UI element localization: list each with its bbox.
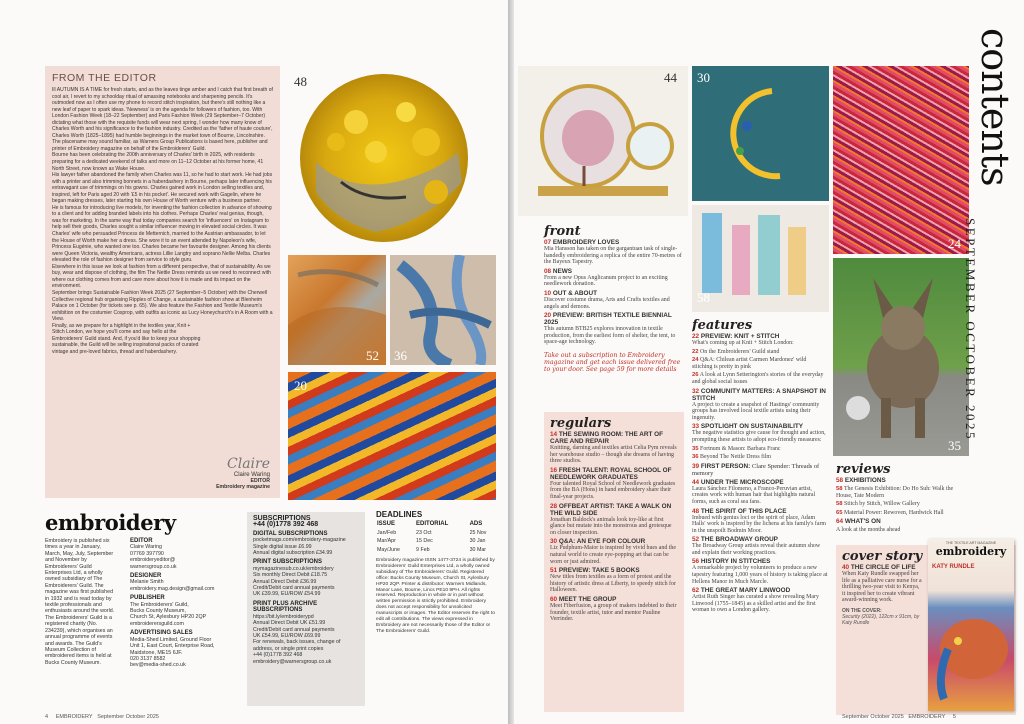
entry-desc: A look at the months ahead: [836, 527, 901, 534]
subs-line: Annual digital subscription £34.99: [253, 550, 333, 557]
entry-title: SPOTLIGHT ON SUSTAINABILITY: [700, 423, 804, 431]
entry-page-number: 65: [836, 509, 843, 516]
table-cell: 9 Feb: [416, 546, 430, 553]
contents-title-block: [963, 28, 1017, 442]
page-footer: [842, 714, 956, 720]
entry-title: NEWS: [552, 267, 573, 275]
on-cover-text: Security (2022), 122cm x 91cm, by Katy Rundle: [842, 613, 920, 626]
contents-entry[interactable]: [692, 446, 828, 453]
staff-list: [130, 538, 242, 672]
page-number: 5: [952, 714, 956, 720]
features-section: [692, 318, 828, 714]
entry-desc: When Katy Rundle swapped her life as a palliative care nurse for a thrilling two-year visit to Kenya, it inspired her to create vibrant award-winning work.: [842, 571, 922, 604]
entry-page-number: 51: [550, 567, 558, 575]
table-cell: Mar/Apr: [377, 538, 396, 545]
subs-line: Credit/Debit card annual payments: [253, 626, 335, 633]
contents-entry[interactable]: [544, 290, 684, 310]
entry-page-number: 52: [692, 536, 700, 544]
page-ref-number: 58: [697, 290, 710, 305]
subscriptions-phone: +44 (0)1778 392 468: [253, 521, 319, 529]
staff-line: Claire Waring: [130, 544, 162, 551]
entry-desc: A remarkable project by volunteers to produce a new tapestry featuring 1,000 years of history is taking place at Hellens Manor in Much Marcle.: [692, 565, 828, 585]
subs-line: For renewals, back issues, change of: [253, 639, 341, 646]
contents-entry[interactable]: [692, 536, 828, 556]
entry-desc: Four talented Royal School of Needlework graduates from the BA (Hons) in hand embroidery share their final-year projects.: [550, 480, 676, 500]
editor-paragraph: Ill AUTUMN IS A TIME for fresh starts, and as the leaves tinge amber and I catch that first breath of cool air, I revert to my schoolday ritual of amassing notebooks and sharpening pencils. It's outmoded now as I often use my phone to record stitch inspiration, but there's still nothing like a new leaf of paper to spark ideas. 'Newness' is on the agenda for followers of fashion, too. With London Fashion Week (18–22 September) and Paris Fashion Week (29 September–7 October) dictating what those with the requisite funds will wear next spring, I wonder how many know of Charles Worth and his significance to the fashion industry. Credited as the 'father of haute couture', Charles Worth (1825–1895) had humble beginnings in the market town of Bourne, Lincolnshire. The placename may sound familiar, as Warners Group Publications is based here, publisher and printer of Embroidery magazine on behalf of the Embroiderers' Guild.: [52, 87, 273, 152]
editor-paragraph: September brings Sustainable Fashion Week 2025 (27 September–5 October) with the Cherwell Collective regional hub organising Ripples of Change, a sustainable fashion show at Blenheim Palace on 1 October (for tickets see p. 65). We also feature the Fashion and Textile Museum's exhibition on the costumier Cosprop, with outfits as iconic as Lucy Honeychurch's in A Room with a View.: [52, 289, 273, 323]
entry-page-number: 36: [692, 454, 699, 461]
entry-page-number: 60: [550, 595, 558, 603]
mini-cover-name: KATY RUNDLE: [932, 564, 975, 570]
subs-line: Credit/Debit card annual payments: [253, 585, 335, 592]
table-row: [376, 546, 498, 554]
table-header-cell: EDITORIAL: [416, 521, 449, 528]
entry-desc: Jonathan Baldock's animals look toy-like at first glance but mutate into the monstrous and grotesque on closer inspection.: [550, 516, 672, 536]
pink-threads-image: [833, 66, 969, 254]
signature-script: Claire: [227, 456, 270, 472]
entry-desc: Artist Ruth Singer has curated a show revealing Mary Linwood (1755–1845) as a skilled artist and the first woman to own a London gallery.: [692, 594, 819, 614]
staff-line: Church St, Aylesbury HP20 2QP: [130, 614, 207, 621]
staff-heading: ADVERTISING SALES: [130, 630, 193, 637]
entry-page-number: 33: [692, 423, 700, 431]
subs-heading: DIGITAL SUBSCRIPTIONS: [253, 530, 328, 537]
subs-block: [253, 559, 359, 597]
contents-entry[interactable]: [544, 268, 684, 288]
front-heading: front: [544, 224, 581, 239]
review-entry[interactable]: [836, 486, 966, 499]
contents-entry[interactable]: [550, 467, 678, 501]
staff-line: embroideryeditor@: [130, 557, 176, 564]
subscriptions-title: SUBSCRIPTIONS: [253, 515, 311, 522]
entry-page-number: 07: [544, 239, 552, 246]
entry-desc: New titles from textiles as a form of protest and the history of artistic dress at Liberty, to speedy stitch for Halloween.: [550, 574, 676, 594]
table-cell: 30 Jan: [469, 538, 486, 545]
staff-line: embroiderersguild.com: [130, 620, 184, 627]
table-row: [376, 537, 498, 545]
entry-desc: A project to create a snapshot of Hastings' community groups has involved local textile artists using their ingenuity.: [692, 401, 820, 421]
entry-desc: The Broadway Group artists reveal their autumn show and explain their working practices.: [692, 543, 821, 556]
contents-entry[interactable]: [692, 479, 828, 506]
table-header-row: [376, 520, 498, 528]
entry-desc: Material Power: Rewoven, Hardwick Hall: [844, 509, 944, 516]
entry-desc: The negative statistics give cause for thought and action, prompting these artists to adopt eco-friendly measures:: [692, 430, 826, 443]
entry-title: HISTORY IN STITCHES: [700, 558, 771, 566]
subs-line: +44 (0)1778 392 468: [253, 652, 303, 659]
entry-title: UNDER THE MICROSCOPE: [700, 478, 784, 486]
entry-page-number: 44: [692, 478, 700, 486]
staff-line: Melanie Smith: [130, 579, 164, 586]
editor-body: [52, 87, 273, 355]
entry-page-number: 58: [836, 477, 844, 484]
table-cell: 25 Nov: [469, 529, 487, 536]
subs-line: embroidery@warnersgroup.co.uk: [253, 658, 332, 665]
entry-desc: This autumn BTB25 explores innovation in textile production, from the earliest form of shelter, the tent, to space-age technology.: [544, 326, 676, 346]
entry-desc: Meet Fiberfusion, a group of makers indebted to their founder, textile artist, tutor and mentor Pauline Verrinder.: [550, 602, 677, 623]
staff-block: [130, 573, 242, 592]
deadlines-title: DEADLINES: [376, 510, 423, 519]
editor-letter: [45, 66, 280, 498]
entry-page-number: 10: [544, 289, 552, 297]
review-entry[interactable]: [836, 501, 966, 508]
page-ref-number: 44: [664, 70, 677, 85]
subs-line: Single digital issue £6.99: [253, 543, 312, 550]
entry-page-number: 28: [550, 502, 558, 510]
table-header-cell: ISSUE: [377, 521, 396, 528]
staff-block: [130, 538, 242, 570]
entry-title: THE SPIRIT OF THIS PLACE: [700, 507, 787, 515]
staff-line: Bucks County Museum,: [130, 608, 186, 615]
entry-page-number: 24: [692, 357, 699, 364]
editor-paragraph: Finally, as we prepare for a highlight in the textiles year, Knit + Stitch London, we hope you'll come and say hello at the Embroiderers' Guild stand. And, if you'd like to keep your shopping sustainable, the Guild will be selling inspirational packs of curated vintage and pre-loved fabrics, thread and haberdashery.: [52, 322, 201, 355]
entry-title: EMBROIDERY LOVES: [552, 239, 620, 246]
table-cell: May/June: [377, 546, 400, 553]
contents-entry[interactable]: [544, 312, 684, 346]
entry-title: THE SEWING ROOM: THE ART OF CARE AND REPAIR: [550, 431, 664, 445]
editor-heading: FROM THE EDITOR: [52, 72, 157, 84]
regulars-heading: regulars: [550, 416, 612, 431]
entry-desc: Discover costume drama, Arts and Crafts textiles and angels and demons.: [544, 296, 670, 310]
contents-entry[interactable]: [550, 596, 678, 623]
entry-page-number: 32: [692, 387, 700, 395]
entry-title: WHAT'S ON: [844, 518, 881, 526]
mini-cover-tagline: THE TEXTILE ART MAGAZINE: [945, 541, 997, 545]
contents-entry[interactable]: [550, 567, 678, 594]
woven-stripes-image: [288, 372, 496, 500]
mini-cover-image[interactable]: [928, 539, 1014, 711]
contents-entry[interactable]: [692, 463, 828, 477]
contents-entry[interactable]: [842, 564, 924, 604]
contents-entry[interactable]: [544, 239, 684, 266]
contents-issue-date: SEPTEMBER OCTOBER 2025: [963, 218, 978, 442]
editor-signature: [216, 456, 270, 490]
tapestry-figures-image: [692, 205, 829, 312]
entry-title: OUT & ABOUT: [552, 289, 598, 297]
table-row: [376, 529, 498, 537]
contents-entry[interactable]: [692, 333, 828, 347]
entry-desc: The Genesis Exhibition: Do Ho Suh: Walk the House, Tate Modern: [836, 486, 954, 499]
staff-heading: PUBLISHER: [130, 595, 165, 602]
page-ref-number: 20: [294, 378, 307, 393]
subs-heading: PRINT SUBSCRIPTIONS: [253, 559, 323, 566]
deadlines-section: [376, 512, 498, 635]
review-entry[interactable]: [836, 510, 966, 517]
mini-cover-masthead: embroidery: [935, 545, 1007, 558]
on-cover-label: ON THE COVER:: [842, 607, 882, 614]
entry-title: PREVIEW: BRITISH TEXTILE BIENNIAL 2025: [544, 312, 672, 327]
entry-title: THE BROADWAY GROUP: [700, 536, 778, 544]
entry-title: COMMUNITY MATTERS: A SNAPSHOT IN STITCH: [692, 387, 826, 402]
entry-title: FRESH TALENT: ROYAL SCHOOL OF NEEDLEWORK GRADUATES: [550, 466, 672, 481]
subs-block: [253, 601, 359, 665]
entry-desc: Q&A: Chilean artist Carmen Mardonez' wild stitching is pretty in pink: [692, 357, 807, 370]
subs-heading: PRINT PLUS ARCHIVE SUBSCRIPTIONS: [253, 600, 318, 614]
entry-title: THE CIRCLE OF LIFE: [850, 564, 916, 571]
front-section: [544, 224, 684, 374]
entry-page-number: 39: [692, 462, 700, 470]
reviews-heading: reviews: [836, 462, 891, 477]
entry-title: OFFBEAT ARTIST: TAKE A WALK ON THE WILD SIDE: [550, 502, 672, 517]
page-ref-number: 30: [697, 70, 710, 85]
entry-desc: Knitting, darning and textiles artist Celia Pym reveals her warehouse studio – though she dreams of having three studios.: [550, 445, 677, 465]
reviews-section: [836, 462, 966, 536]
contents-entry[interactable]: [692, 587, 828, 614]
review-entry: [836, 527, 966, 534]
staff-line: The Embroiderers' Guild,: [130, 601, 189, 608]
contents-entry[interactable]: [692, 454, 828, 461]
staff-block: [130, 595, 242, 627]
staff-heading: EDITOR: [130, 538, 153, 544]
staff-block: [130, 630, 242, 668]
footer-mag: EMBROIDERY: [55, 714, 93, 720]
entry-page-number: 40: [842, 564, 850, 571]
review-entry[interactable]: [836, 477, 966, 484]
lichen-artwork-image: [286, 62, 496, 247]
subs-line: Annual Direct Debit £36.99: [253, 578, 317, 585]
regulars-section: [544, 412, 684, 712]
contents-entry[interactable]: [550, 538, 678, 565]
editor-paragraph: Bourne has been celebrating the 200th anniversary of Charles' birth in 2025, with residents preparing for a dedicated weekend of talks and more on 11–12 October at his former home, 41 North Street, now known as Wake House.: [52, 152, 264, 172]
moon-artwork-image: [692, 66, 829, 201]
mini-cover-elephant: [928, 589, 1014, 709]
entry-page-number: 48: [692, 507, 700, 515]
entry-page-number: 62: [692, 587, 700, 595]
contents-title: contents: [973, 28, 1017, 186]
about-text: Embroidery is published six times a year in January, March, May, July, September and November by Embroiderers' Guild Enterprises Ltd, a wholly owned subsidiary of The Embroiderers' Guild. The magazine was first published in 1932 and is read today by textile professionals and enthusiasts around the world. The Embroiderers' Guild is a registered charity (No. 234239), which organises an annual programme of events and awards. The Guild's Museum Collection of embroidered items is held at Bucks County Museum.: [45, 538, 115, 666]
staff-heading: DESIGNER: [130, 573, 162, 580]
entry-desc: Liz Pudphum-Maior is inspired by vivid hues and the natural world to create eye-popping art that can be worn or just admired.: [550, 545, 676, 565]
footer-date: September October 2025: [97, 714, 159, 720]
editor-paragraph: He is famous for introducing live models, for inventing the fashion collection in advance of showing to a client and for adding branded labels into his clothes. Perhaps Charles' real genius, though, was for marketing. In the same way that today companies search for 'influencers' on Instagram to help sell their goods, Charles sought a similar influencer moving in elevated social circles. It was Charles' wife who persuaded Princess de Metternich, married to the Austrian ambassador, to let the House of Worth make her a dress. She wore it to an event attended by Napoleon's wife, Princess Eugénie, who wanted one too. Charles became her favourite designer. Among his clients were Queen Victoria, wealthy Americans, actress Lillie Langtry and soprano Nellie Melba. Charles elevated the role of fashion designer from service to style guru.: [52, 204, 272, 264]
entry-title: PREVIEW: TAKE 5 BOOKS: [558, 567, 640, 575]
subs-block: [253, 531, 359, 557]
entry-desc: Clare Spender: Threads of memory: [692, 462, 820, 477]
contents-entry[interactable]: [550, 503, 678, 537]
entry-page-number: 26: [692, 372, 699, 379]
entry-title: MEET THE GROUP: [558, 595, 617, 603]
contents-entry[interactable]: [692, 349, 828, 356]
entry-desc: Imbued with genius loci or the spirit of place, Adam Halls' work is inspired by the lichens at his family's farm in the unspoilt Bodmin Moor.: [692, 514, 826, 534]
contents-entry[interactable]: [550, 431, 678, 465]
entry-desc: What's coming up at Knit + Stitch London:: [692, 340, 794, 346]
page-ref-number: 48: [294, 74, 307, 89]
masthead-logo: embroidery: [45, 510, 176, 535]
entry-page-number: 16: [550, 466, 558, 474]
review-entry[interactable]: [836, 518, 966, 525]
subs-line: Annual Direct Debit UK £51.99: [253, 620, 326, 627]
entry-title: EXHIBITIONS: [844, 477, 886, 484]
subs-line: mymagazinesub.co.uk/embroidery: [253, 565, 334, 572]
contents-entry[interactable]: [692, 423, 828, 443]
deadlines-table: [376, 520, 498, 554]
page-number: 4: [45, 714, 49, 720]
contents-entry[interactable]: [692, 372, 828, 385]
page-footer: [45, 714, 159, 720]
staff-line: warnersgroup.co.uk: [130, 563, 177, 570]
contents-entry[interactable]: [692, 357, 828, 370]
staff-line: Media-Shed Limited, Ground Floor: [130, 636, 212, 643]
page-ref-number: 52: [366, 348, 379, 363]
entry-page-number: 20: [544, 312, 552, 320]
entry-page-number: 56: [692, 558, 700, 566]
signature-role: Embroidery magazine: [216, 484, 270, 490]
subscriptions-box: [247, 512, 365, 706]
entry-desc: A look at Lynn Setterington's stories of the everyday and global social issues: [692, 372, 824, 385]
entry-page-number: 64: [836, 518, 844, 526]
entry-page-number: 08: [544, 267, 552, 275]
entry-desc: Fortnum & Mason: Barbara Franc: [700, 445, 781, 452]
entry-desc: Beyond The Nettle Dress film: [700, 454, 771, 461]
table-cell: Jan/Feb: [377, 529, 397, 536]
entry-page-number: 35: [692, 445, 699, 452]
entry-desc: Laura Sánchez Filomeno, a Franco-Peruvian artist, creates work with human hair that highlights natural forms, such as coral sea fans.: [692, 485, 816, 505]
footer-date: September October 2025: [842, 714, 904, 720]
entry-page-number: 22: [692, 348, 699, 355]
contents-entry[interactable]: [692, 558, 828, 585]
table-cell: 23 Oct: [416, 529, 432, 536]
contents-entry[interactable]: [692, 508, 828, 535]
page-ref-number: 35: [948, 438, 961, 453]
signature-role: EDITOR: [250, 478, 270, 484]
entry-title: Q&A: AN EYE FOR COLOUR: [558, 538, 646, 546]
entry-title: PREVIEW: KNIT + STITCH: [700, 333, 780, 340]
subs-line: pocketmags.com/embroidery-magazine: [253, 537, 346, 544]
table-cell: 30 Mar: [469, 546, 487, 553]
entry-title: THE GREAT MARY LINWOOD: [700, 587, 791, 595]
footer-mag: EMBROIDERY: [908, 714, 946, 720]
contents-entry[interactable]: [692, 388, 828, 422]
subscription-promo[interactable]: Take out a subscription to Embroidery magazine and get each issue delivered free to your door. See page 59 for more details: [544, 351, 681, 374]
subs-line: https://bit.ly/embroiderypd: [253, 613, 314, 620]
microscope-artwork-image: [518, 66, 688, 216]
entry-page-number: 30: [550, 538, 558, 546]
features-heading: features: [692, 318, 753, 333]
entry-title: FIRST PERSON:: [700, 462, 751, 470]
entry-desc: On the Embroiderers' Guild stand: [700, 348, 780, 355]
entry-desc: Stitch by Stitch, Willow Gallery: [844, 501, 920, 508]
staff-line: Maidstone, ME15 6JF.: [130, 649, 183, 656]
entry-page-number: 58: [836, 486, 843, 492]
staff-line: 020 3137 8582: [130, 655, 166, 662]
left-page: [0, 0, 508, 724]
staff-line: 07769 397790: [130, 550, 164, 557]
page-ref-number: 36: [394, 348, 407, 363]
subs-line: UK £39.99, EU/ROW £54.99: [253, 591, 321, 598]
subs-line: Six monthly Direct Debit £18.75: [253, 572, 328, 579]
staff-line: embroidery.mag.design@gmail.com: [130, 585, 215, 592]
entry-desc: From a new Opus Anglicanum project to an exciting needlework donation.: [544, 274, 668, 288]
subs-line: UK £54.99, EU/ROW £69.99: [253, 632, 321, 639]
page-ref-number: 24: [948, 236, 961, 251]
entry-desc: Mia Hansson has taken on the gargantuan task of single-handedly embroidering a replica of the entire 70-metres of the Bayeux Tapestry.: [544, 246, 682, 266]
staff-line: bev@media-shed.co.uk: [130, 662, 186, 669]
editor-paragraph: Elsewhere in this issue we look at fashion from a different perspective, that of sustainability. As we buy, wear and dispose of clothing, the film The Nettle Dress reminds us we need to reconnect with where our clothing comes from and care more about how it is made and its impact on the environment.: [52, 263, 271, 290]
staff-line: Unit 1, East Court, Enterprise Road,: [130, 643, 215, 650]
subs-line: address, or single print copies: [253, 645, 324, 652]
signature-name: Claire Waring: [233, 472, 270, 478]
stitched-animal-image: [833, 258, 969, 456]
cover-story-section: [836, 541, 1016, 715]
entry-page-number: 14: [550, 431, 558, 438]
table-header-cell: ADS: [469, 521, 483, 528]
editor-paragraph: His lawyer father abandoned the family when Charles was 11, so he had to start work. He had jobs with a printer and also trimming bonnets in a haberdashery in Bourne, perhaps later influencing his extravagant use of trimmings on his gowns. Charles gained work in London selling textiles and, inspired, left for Paris aged 20 with '£5 in his pocket'. He secured work with Gagelin, where he began making dresses, later starting his own House of Worth venture with a business partner.: [52, 172, 273, 205]
legal-notice: Embroidery magazine ISSN 1477-3724 is published by Embroiderers' Guild Enterprises Ltd, a wholly owned subsidiary of The Embroiderers' Guild. Registered office: Bucks County Museum, Church St, Aylesbury HP20 2QP. Printer & distributor: Warners Midlands, Manor Lane, Bourne, Lincs PE10 9PH. All rights reserved. Reproduction in whole or in part without written permission is strictly prohibited. Embroidery does not accept responsibility for unsolicited manuscripts or images. The Editor reserves the right to edit all contributions. The views expressed in Embroidery are not necessarily those of the Editor or The Embroiderers' Guild.: [376, 558, 495, 634]
entry-page-number: 22: [692, 333, 700, 340]
cover-story-heading: cover story: [842, 549, 923, 564]
table-cell: 15 Dec: [416, 538, 433, 545]
entry-page-number: 58: [836, 501, 843, 508]
